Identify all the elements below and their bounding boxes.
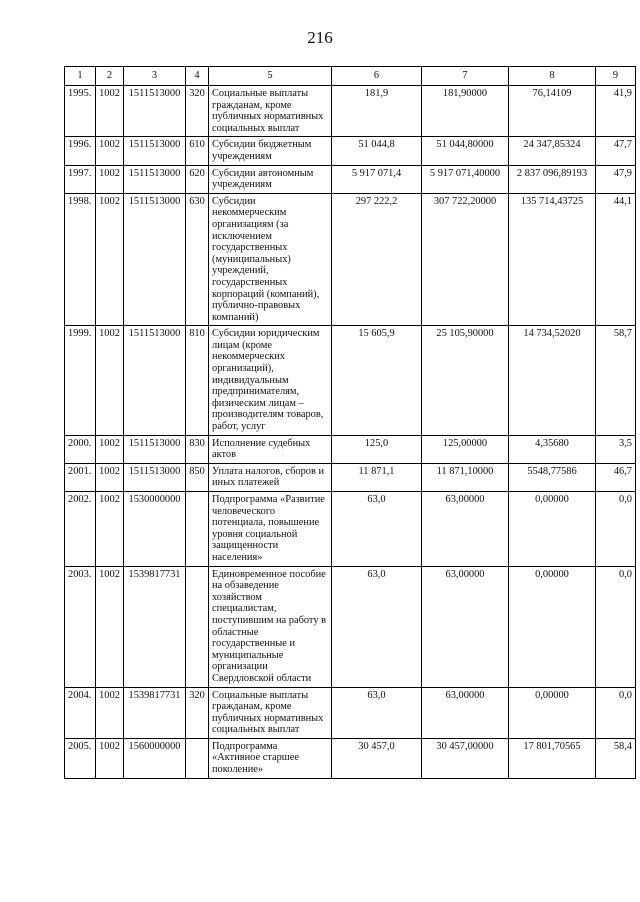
- expense-type: [186, 492, 209, 567]
- expense-type: 610: [186, 137, 209, 165]
- column-header: 7: [422, 67, 509, 86]
- table-row: [65, 326, 636, 435]
- execution-percent: 44,1: [596, 193, 636, 326]
- item-name: Подпрограмма «Активное старшее поколение»: [209, 738, 332, 778]
- refined-amount: 30 457,00000: [422, 738, 509, 778]
- execution-percent: 47,7: [596, 137, 636, 165]
- target-code: 1511513000: [124, 165, 186, 193]
- row-number: 1998.: [65, 193, 96, 326]
- expense-type: [186, 738, 209, 778]
- table-row: [65, 165, 636, 193]
- refined-amount: 51 044,80000: [422, 137, 509, 165]
- execution-percent: 41,9: [596, 86, 636, 137]
- refined-amount: 307 722,20000: [422, 193, 509, 326]
- row-number: 1995.: [65, 86, 96, 137]
- section-code: 1002: [96, 86, 124, 137]
- plan-amount: 297 222,2: [332, 193, 422, 326]
- execution-percent: 0,0: [596, 566, 636, 687]
- section-code: 1002: [96, 137, 124, 165]
- column-header: 6: [332, 67, 422, 86]
- item-name: Уплата налогов, сборов и иных платежей: [209, 463, 332, 491]
- plan-amount: 181,9: [332, 86, 422, 137]
- column-header: 5: [209, 67, 332, 86]
- column-header: 8: [509, 67, 596, 86]
- expense-type: 320: [186, 687, 209, 738]
- refined-amount: 63,00000: [422, 492, 509, 567]
- column-header: 3: [124, 67, 186, 86]
- expense-type: 620: [186, 165, 209, 193]
- executed-amount: 4,35680: [509, 435, 596, 463]
- table-row: [65, 463, 636, 491]
- column-header: 1: [65, 67, 96, 86]
- row-number: 2005.: [65, 738, 96, 778]
- plan-amount: 63,0: [332, 687, 422, 738]
- section-code: 1002: [96, 326, 124, 435]
- row-number: 2004.: [65, 687, 96, 738]
- execution-percent: 47,9: [596, 165, 636, 193]
- expense-type: [186, 566, 209, 687]
- target-code: 1511513000: [124, 193, 186, 326]
- refined-amount: 63,00000: [422, 687, 509, 738]
- refined-amount: 5 917 071,40000: [422, 165, 509, 193]
- row-number: 1997.: [65, 165, 96, 193]
- execution-percent: 58,4: [596, 738, 636, 778]
- item-name: Субсидии юридическим лицам (кроме некоммерческих организаций), индивидуальным предпринимателям, физическим лицам – производителям товаров, работ, услуг: [209, 326, 332, 435]
- page-number: 216: [307, 28, 333, 47]
- expense-type: 630: [186, 193, 209, 326]
- executed-amount: 0,00000: [509, 492, 596, 567]
- plan-amount: 30 457,0: [332, 738, 422, 778]
- item-name: Социальные выплаты гражданам, кроме публичных нормативных социальных выплат: [209, 86, 332, 137]
- target-code: 1539817731: [124, 566, 186, 687]
- item-name: Единовременное пособие на обзаведение хозяйством специалистам, поступившим на работу в областные государственные и муниципальные организации Свердловской области: [209, 566, 332, 687]
- budget-table: [64, 66, 636, 779]
- target-code: 1511513000: [124, 86, 186, 137]
- plan-amount: 63,0: [332, 566, 422, 687]
- section-code: 1002: [96, 492, 124, 567]
- item-name: Субсидии некоммерческим организациям (за исключением государственных (муниципальных) учреждений, государственных корпораций (компаний), публично-правовых компаний): [209, 193, 332, 326]
- section-code: 1002: [96, 165, 124, 193]
- expense-type: 320: [186, 86, 209, 137]
- plan-amount: 63,0: [332, 492, 422, 567]
- table-row: [65, 86, 636, 137]
- expense-type: 830: [186, 435, 209, 463]
- execution-percent: 58,7: [596, 326, 636, 435]
- execution-percent: 0,0: [596, 687, 636, 738]
- item-name: Социальные выплаты гражданам, кроме публичных нормативных социальных выплат: [209, 687, 332, 738]
- column-header: 4: [186, 67, 209, 86]
- target-code: 1560000000: [124, 738, 186, 778]
- row-number: 2000.: [65, 435, 96, 463]
- execution-percent: 46,7: [596, 463, 636, 491]
- section-code: 1002: [96, 193, 124, 326]
- target-code: 1511513000: [124, 435, 186, 463]
- table-row: [65, 137, 636, 165]
- item-name: Исполнение судебных актов: [209, 435, 332, 463]
- executed-amount: 76,14109: [509, 86, 596, 137]
- section-code: 1002: [96, 566, 124, 687]
- table-header-row: [65, 67, 636, 86]
- target-code: 1511513000: [124, 463, 186, 491]
- refined-amount: 63,00000: [422, 566, 509, 687]
- target-code: 1511513000: [124, 137, 186, 165]
- executed-amount: 2 837 096,89193: [509, 165, 596, 193]
- plan-amount: 15 605,9: [332, 326, 422, 435]
- section-code: 1002: [96, 463, 124, 491]
- row-number: 2002.: [65, 492, 96, 567]
- item-name: Субсидии автономным учреждениям: [209, 165, 332, 193]
- plan-amount: 11 871,1: [332, 463, 422, 491]
- executed-amount: 0,00000: [509, 687, 596, 738]
- table-row: [65, 492, 636, 567]
- refined-amount: 125,00000: [422, 435, 509, 463]
- refined-amount: 25 105,90000: [422, 326, 509, 435]
- item-name: Подпрограмма «Развитие человеческого потенциала, повышение уровня социальной защищенности населения»: [209, 492, 332, 567]
- execution-percent: 3,5: [596, 435, 636, 463]
- executed-amount: 24 347,85324: [509, 137, 596, 165]
- plan-amount: 125,0: [332, 435, 422, 463]
- table-row: [65, 435, 636, 463]
- plan-amount: 5 917 071,4: [332, 165, 422, 193]
- executed-amount: 5548,77586: [509, 463, 596, 491]
- item-name: Субсидии бюджетным учреждениям: [209, 137, 332, 165]
- plan-amount: 51 044,8: [332, 137, 422, 165]
- executed-amount: 17 801,70565: [509, 738, 596, 778]
- row-number: 1996.: [65, 137, 96, 165]
- expense-type: 850: [186, 463, 209, 491]
- executed-amount: 135 714,43725: [509, 193, 596, 326]
- section-code: 1002: [96, 435, 124, 463]
- refined-amount: 11 871,10000: [422, 463, 509, 491]
- target-code: 1511513000: [124, 326, 186, 435]
- target-code: 1539817731: [124, 687, 186, 738]
- section-code: 1002: [96, 738, 124, 778]
- table-row: [65, 193, 636, 326]
- column-header: 9: [596, 67, 636, 86]
- column-header: 2: [96, 67, 124, 86]
- refined-amount: 181,90000: [422, 86, 509, 137]
- table-row: [65, 687, 636, 738]
- table-row: [65, 738, 636, 778]
- row-number: 2003.: [65, 566, 96, 687]
- executed-amount: 0,00000: [509, 566, 596, 687]
- section-code: 1002: [96, 687, 124, 738]
- executed-amount: 14 734,52020: [509, 326, 596, 435]
- execution-percent: 0,0: [596, 492, 636, 567]
- target-code: 1530000000: [124, 492, 186, 567]
- row-number: 1999.: [65, 326, 96, 435]
- row-number: 2001.: [65, 463, 96, 491]
- table-row: [65, 566, 636, 687]
- expense-type: 810: [186, 326, 209, 435]
